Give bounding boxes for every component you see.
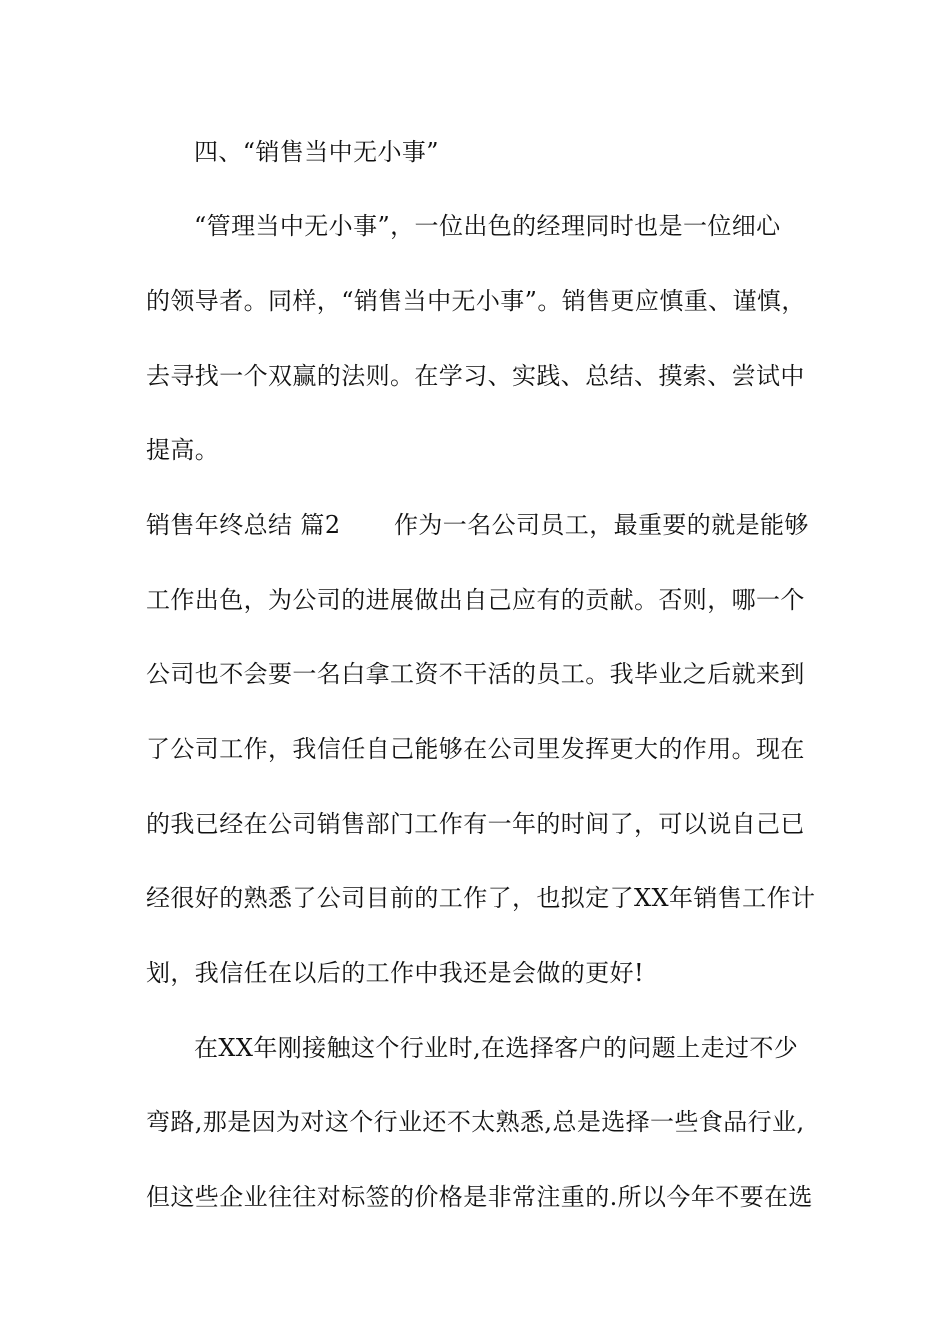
paragraph-line: “管理当中无小事”，一位出色的经理同时也是一位细心 [194, 212, 781, 240]
paragraph-line: 了公司工作，我信任自己能够在公司里发挥更大的作用。现在 [146, 735, 805, 763]
paragraph-line: 经很好的熟悉了公司目前的工作了，也拟定了XX年销售工作计 [146, 884, 816, 912]
paragraph-line: 的领导者。同样，“销售当中无小事”。销售更应慎重、谨慎， [146, 287, 806, 315]
paragraph-line: 弯路,那是因为对这个行业还不太熟悉,总是选择一些食品行业, [146, 1108, 805, 1136]
paragraph-line: 但这些企业往往对标签的价格是非常注重的.所以今年不要在选 [146, 1183, 813, 1211]
paragraph-line: 提高。 [146, 436, 220, 464]
paragraph-line: 公司也不会要一名白拿工资不干活的员工。我毕业之后就来到 [146, 660, 805, 688]
paragraph-line: 作为一名公司员工，最重要的就是能够 [394, 511, 809, 539]
article-title: 销售年终总结 篇2 [146, 511, 341, 539]
paragraph-line: 去寻找一个双赢的法则。在学习、实践、总结、摸索、尝试中 [146, 362, 805, 390]
paragraph-line: 划，我信任在以后的工作中我还是会做的更好! [146, 959, 645, 987]
article-title-row [146, 505, 826, 545]
paragraph-line: 工作出色，为公司的进展做出自己应有的贡献。否则，哪一个 [146, 586, 805, 614]
paragraph-line: 的我已经在公司销售部门工作有一年的时间了，可以说自己已 [146, 810, 805, 838]
section-heading: 四、“销售当中无小事” [194, 138, 439, 166]
paragraph-line: 在XX年刚接触这个行业时,在选择客户的问题上走过不少 [194, 1034, 799, 1062]
